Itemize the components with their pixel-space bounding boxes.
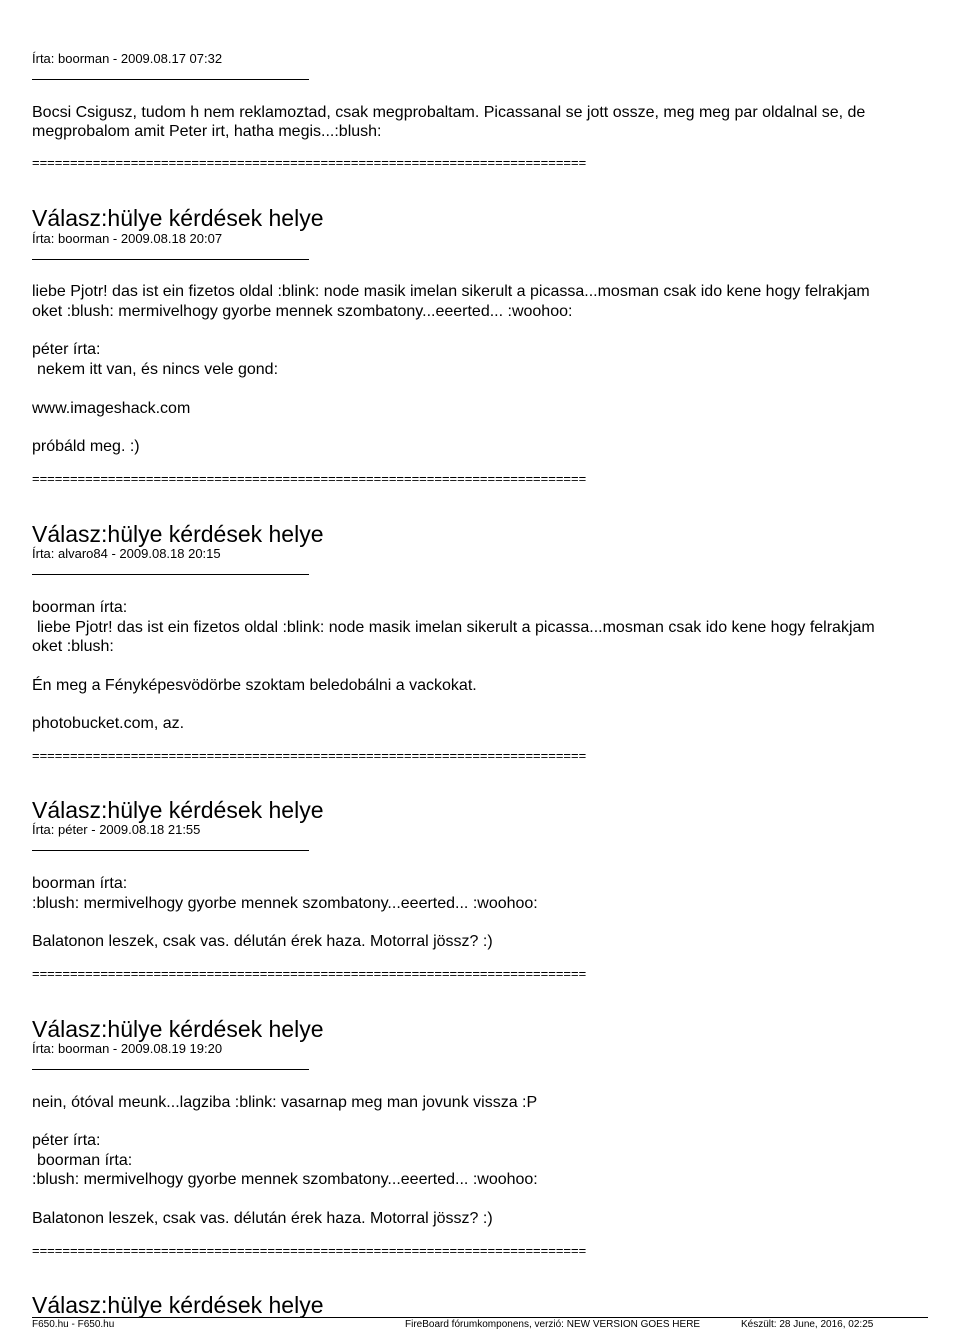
- separator: =========================================================================: [32, 966, 587, 981]
- post-body-line: nein, ótóval meunk...lagziba :blink: vasarnap meg man jovunk vissza :P: [32, 1094, 538, 1111]
- separator: =========================================================================: [32, 1243, 587, 1258]
- footer-left: F650.hu - F650.hu: [32, 1319, 115, 1330]
- footer-center: FireBoard fórumkomponens, verzió: NEW VERSION GOES HERE: [405, 1319, 701, 1330]
- post-body-line: Én meg a Fényképesvödörbe szoktam beledobálni a vackokat.: [32, 677, 477, 694]
- quote-author: boorman írta:: [32, 599, 128, 616]
- post-heading: Válasz:hülye kérdések helye: [32, 521, 324, 547]
- post-heading: Válasz:hülye kérdések helye: [32, 1292, 324, 1318]
- post-body-line: Balatonon leszek, csak vas. délután érek haza. Motorral jössz? :): [32, 1210, 493, 1227]
- post-body-line: Bocsi Csigusz, tudom h nem reklamoztad, csak megprobaltam. Picassanal se jott ossze, meg meg par oldalnal se, de: [32, 104, 866, 121]
- footer-right: Készült: 28 June, 2016, 02:25: [741, 1319, 874, 1330]
- post-author-line: Írta: boorman - 2009.08.19 19:20: [32, 1041, 223, 1056]
- quote-text: oket :blush:: [32, 638, 114, 655]
- author-rule: [32, 79, 309, 80]
- quote-author: péter írta:: [32, 341, 101, 358]
- post-body-line: Balatonon leszek, csak vas. délután érek haza. Motorral jössz? :): [32, 933, 493, 950]
- post-heading: Válasz:hülye kérdések helye: [32, 205, 324, 231]
- footer-rule: [32, 1317, 928, 1318]
- post-heading: Válasz:hülye kérdések helye: [32, 1016, 324, 1042]
- quote-text: :blush: mermivelhogy gyorbe mennek szombatony...eeerted... :woohoo:: [32, 895, 538, 912]
- quote-text: :blush: mermivelhogy gyorbe mennek szombatony...eeerted... :woohoo:: [32, 1171, 538, 1188]
- quote-author: péter írta:: [32, 1132, 101, 1149]
- post-author-line: Írta: alvaro84 - 2009.08.18 20:15: [32, 546, 221, 561]
- quote-text: liebe Pjotr! das ist ein fizetos oldal :blink: node masik imelan sikerult a picassa...mosman csak ido kene hogy felrakjam: [37, 619, 875, 636]
- post-body-line: próbáld meg. :): [32, 438, 140, 455]
- author-rule: [32, 259, 309, 260]
- post-body-line: www.imageshack.com: [32, 400, 191, 417]
- post-body-line: oket :blush: mermivelhogy gyorbe mennek szombatony...eeerted... :woohoo:: [32, 303, 573, 320]
- author-rule: [32, 574, 309, 575]
- post-author-line: Írta: boorman - 2009.08.18 20:07: [32, 231, 223, 246]
- post-body-line: megprobalom amit Peter irt, hatha megis...:blush:: [32, 123, 382, 140]
- post-heading: Válasz:hülye kérdések helye: [32, 797, 324, 823]
- nested-quote-author: boorman írta:: [37, 1152, 133, 1169]
- separator: =========================================================================: [32, 748, 587, 763]
- author-rule: [32, 850, 309, 851]
- post-body-line: photobucket.com, az.: [32, 715, 185, 732]
- post-author-line: Írta: péter - 2009.08.18 21:55: [32, 822, 201, 837]
- author-rule: [32, 1069, 309, 1070]
- post-body-line: liebe Pjotr! das ist ein fizetos oldal :blink: node masik imelan sikerult a picassa...mosman csak ido kene hogy felrakjam: [32, 283, 870, 300]
- quote-author: boorman írta:: [32, 875, 128, 892]
- separator: =========================================================================: [32, 471, 587, 486]
- post-author-line: Írta: boorman - 2009.08.17 07:32: [32, 51, 223, 66]
- separator: =========================================================================: [32, 155, 587, 170]
- quote-text: nekem itt van, és nincs vele gond:: [37, 361, 279, 378]
